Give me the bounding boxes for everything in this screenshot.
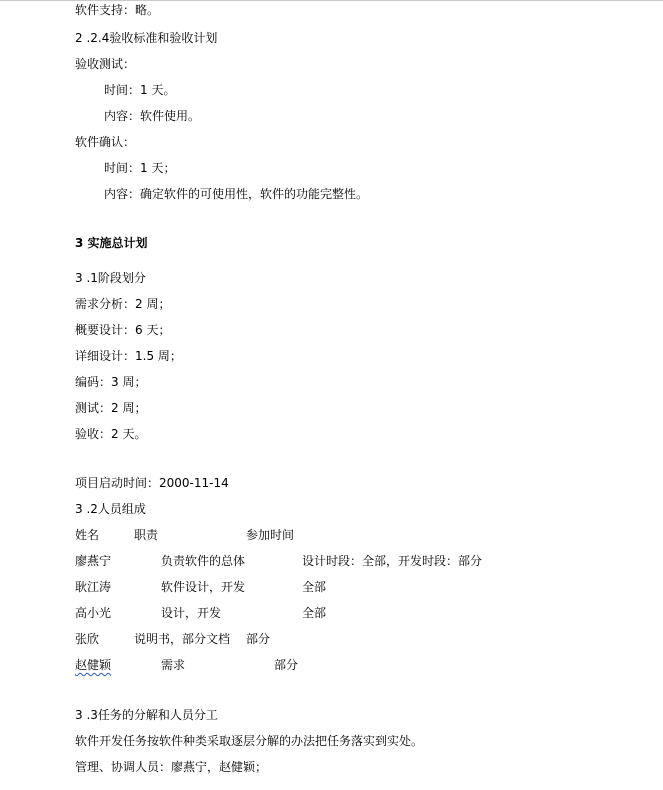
staff-row-2-time: 全部 [302,580,327,594]
software-support-line: 软件支持：略。 [75,3,160,17]
page-top-border [0,0,663,1]
staff-row-2-name: 耿江涛 [75,580,112,594]
task-description: 软件开发任务按软件种类采取逐层分解的办法把任务落实到实处。 [75,734,424,748]
section-3-heading: 3 实施总计划 [75,236,148,250]
section-2-2-4-heading: 2 .2.4验收标准和验收计划 [75,31,218,45]
staff-row-4-time: 部分 [246,632,271,646]
acceptance-test-label: 验收测试： [75,57,136,71]
staff-header-time: 参加时间 [246,528,295,542]
staff-header-name: 姓名 [75,528,100,542]
software-confirm-content: 内容：确定软件的可使用性，软件的功能完整性。 [104,187,369,201]
section-3-1-heading: 3 .1阶段划分 [75,271,146,285]
staff-row-2-duty: 软件设计，开发 [161,580,246,594]
staff-row-5-time: 部分 [274,658,299,672]
staff-row-1-time: 设计时段：全部，开发时段：部分 [302,554,483,568]
acceptance-test-time: 时间：1 天。 [104,83,176,97]
section-3-2-heading: 3 .2人员组成 [75,502,146,516]
phase-coding: 编码：3 周； [75,375,147,389]
section-3-3-heading: 3 .3任务的分解和人员分工 [75,708,218,722]
software-confirm-time: 时间：1 天； [104,161,176,175]
phase-outline-design: 概要设计：6 天； [75,323,171,337]
phase-detail-design: 详细设计：1.5 周； [75,349,182,363]
staff-row-5-duty: 需求 [161,658,186,672]
phase-acceptance: 验收：2 天。 [75,427,147,441]
staff-row-4-duty: 说明书，部分文档 [134,632,231,646]
staff-row-4-name: 张欣 [75,632,100,646]
staff-row-5-name: 赵健颖 [75,658,112,672]
project-start-time: 项目启动时间：2000-11-14 [75,476,229,490]
acceptance-test-content: 内容：软件使用。 [104,109,201,123]
staff-row-1-duty: 负责软件的总体 [161,554,246,568]
staff-row-1-name: 廖燕宁 [75,554,112,568]
staff-row-3-duty: 设计，开发 [161,606,222,620]
staff-row-3-time: 全部 [302,606,327,620]
managers-line: 管理、协调人员：廖燕宁，赵健颖； [75,760,268,774]
phase-requirements: 需求分析：2 周； [75,297,171,311]
phase-testing: 测试：2 周； [75,401,147,415]
staff-header-duty: 职责 [134,528,159,542]
software-confirm-label: 软件确认： [75,135,136,149]
staff-row-3-name: 高小光 [75,606,112,620]
